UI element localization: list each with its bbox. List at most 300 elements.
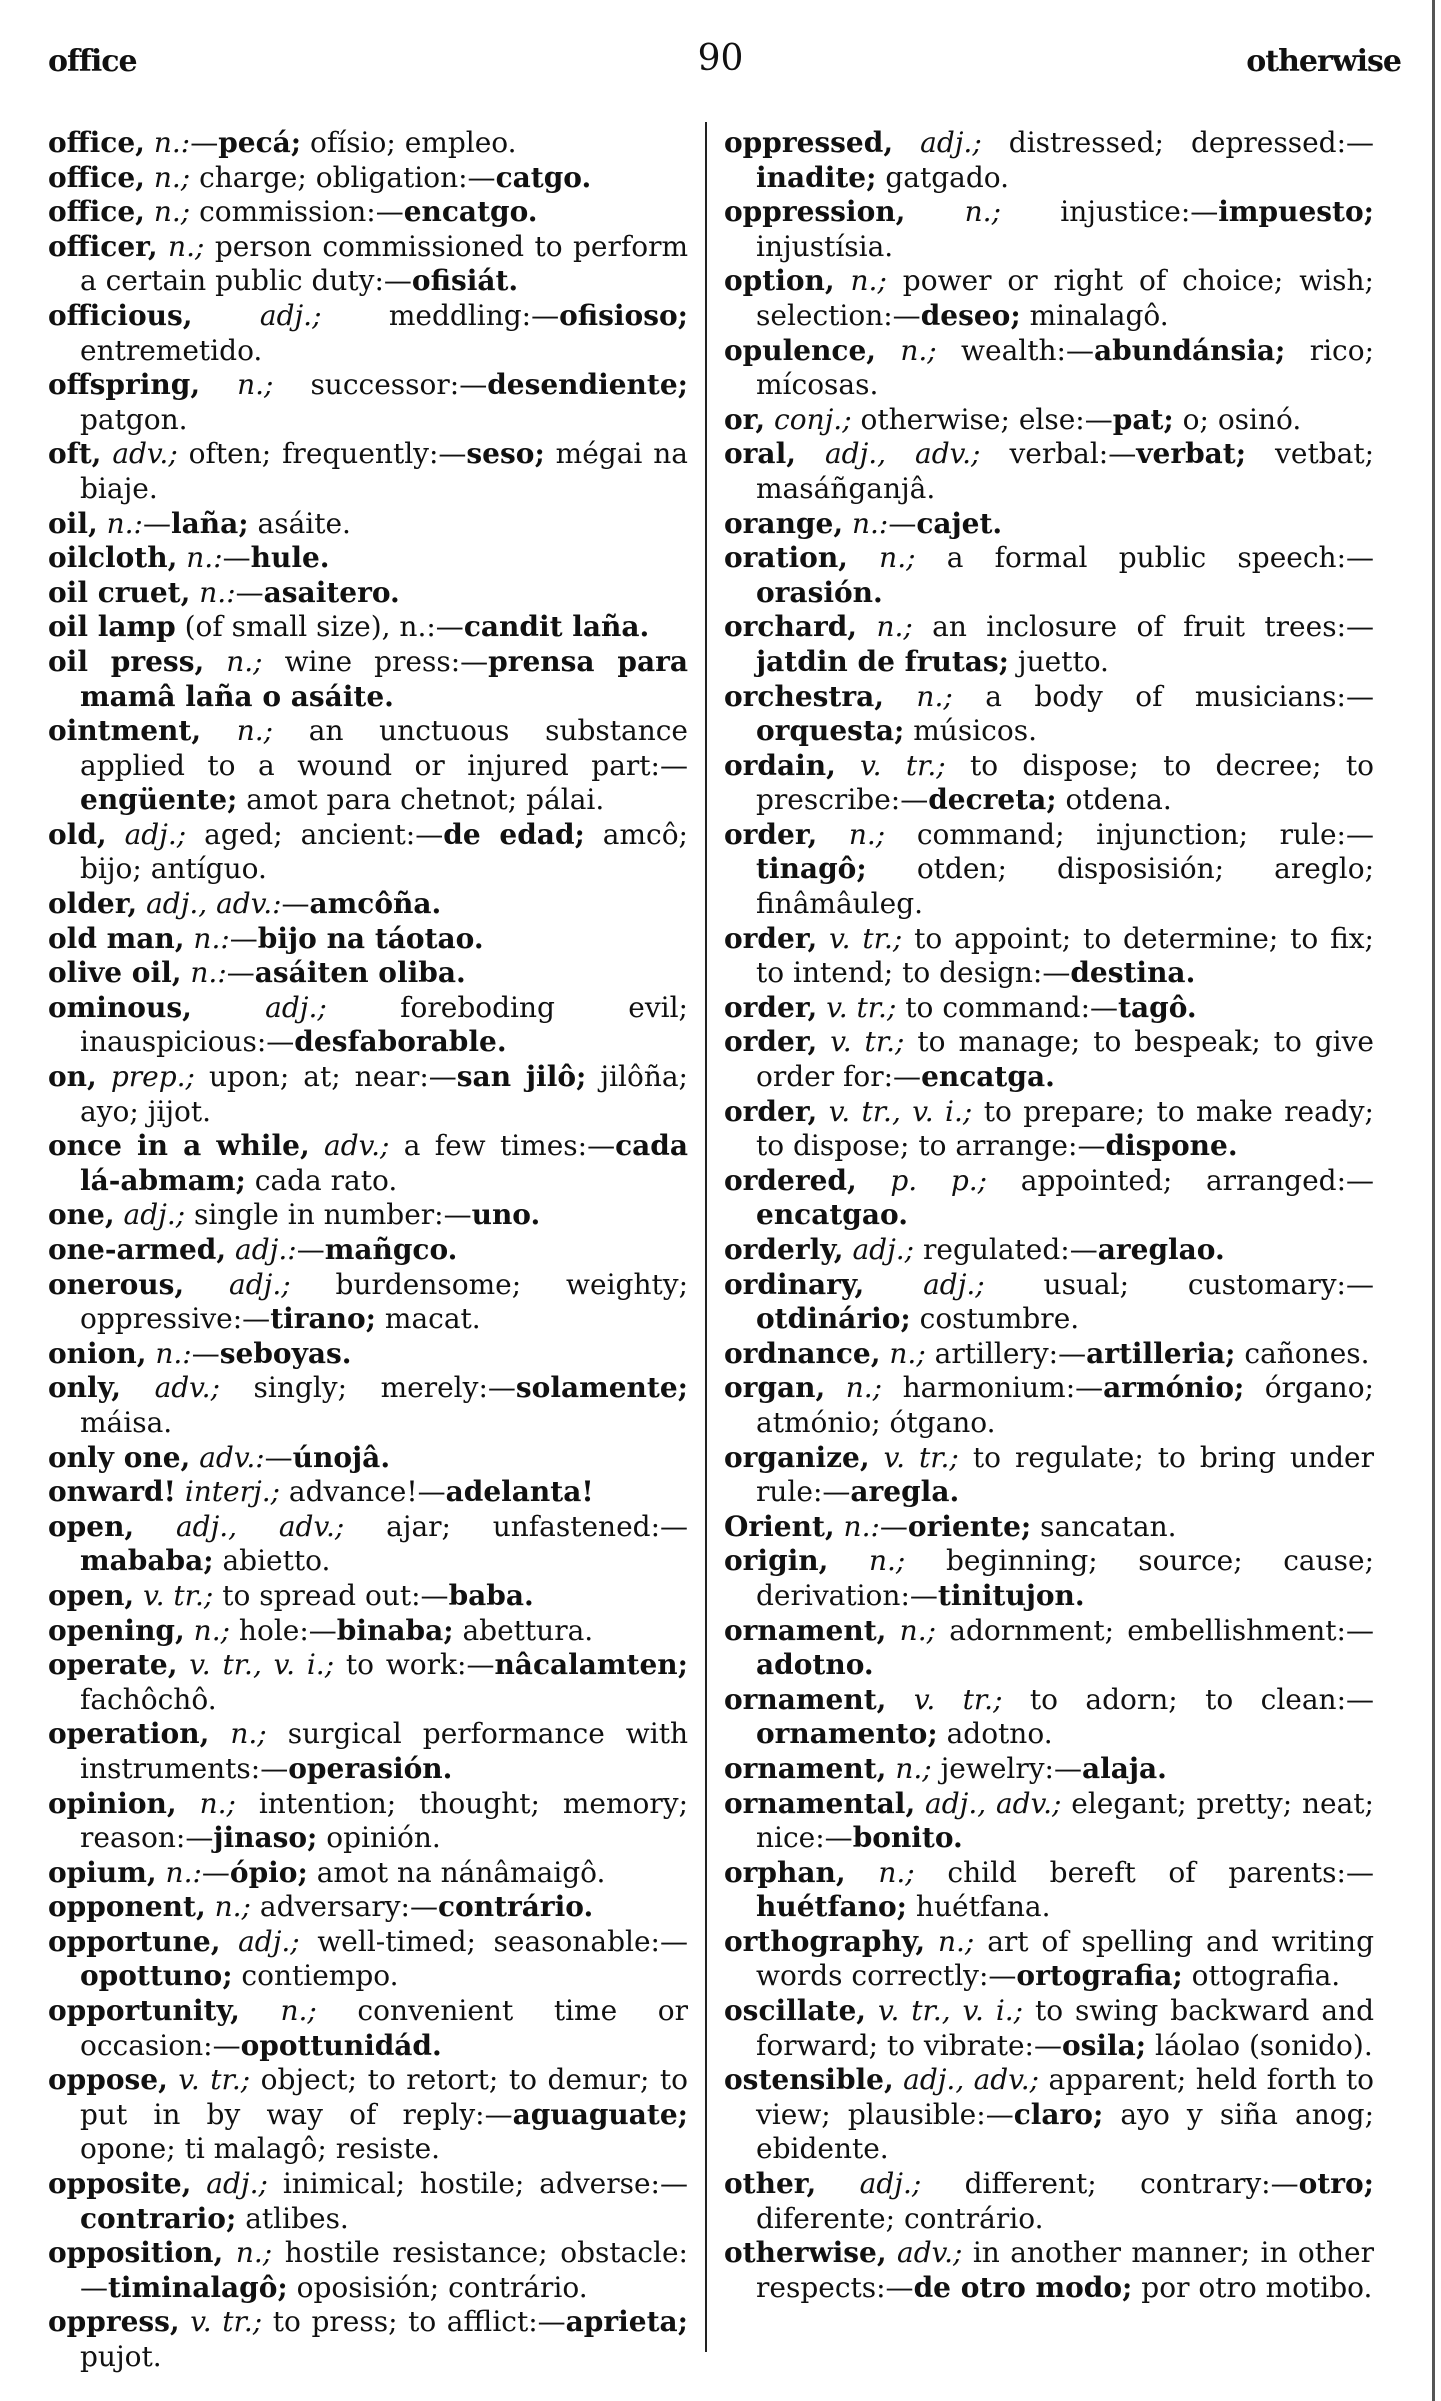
entry-definition: — [296,1233,325,1266]
entry-part-of-speech: n.; [868,1544,906,1578]
entry-chamorro-equivalent: adelanta! [445,1475,594,1509]
entry-part-of-speech: adv.: [199,1440,265,1474]
entry-definition: to press; to afflict:— [262,2305,566,2339]
entry-headword: ornament, [724,1682,887,1716]
entry-headword: olive oil, [48,956,182,990]
dictionary-entry [48,1129,688,1198]
entry-part-of-speech: n.; [237,368,274,402]
dictionary-entry [48,541,688,576]
entry-chamorro-equivalent: otro; [1298,2167,1374,2201]
dictionary-entry [48,299,688,368]
dictionary-entry [724,195,1374,264]
entry-part-of-speech: n.; [226,644,263,678]
entry-definition: beginning; source; cause; derivation:— [756,1544,1374,1612]
entry-additional-equivalents: mégai na biaje. [80,437,688,505]
entry-headword: on, [48,1060,97,1094]
entry-definition: appointed; arranged:— [987,1163,1375,1197]
entry-chamorro-equivalent: aprieta; [565,2305,688,2339]
entry-part-of-speech: adj.; [859,2167,922,2201]
entry-chamorro-equivalent: desendiente; [487,368,689,402]
entry-part-of-speech: v. tr.; [826,990,897,1024]
entry-headword: oil lamp [48,610,176,644]
entry-part-of-speech: n.; [845,1371,883,1405]
entry-part-of-speech: v. tr.; [883,1440,959,1474]
entry-additional-equivalents: adotno. [937,1717,1053,1751]
entry-chamorro-equivalent: amcôña. [309,887,442,921]
entry-headword: opposite, [48,2167,192,2201]
entry-chamorro-equivalent: contrario; [80,2201,237,2235]
dictionary-entry [724,1371,1374,1440]
entry-chamorro-equivalent: deseo; [920,298,1021,332]
header-guide-word-right: otherwise [1246,44,1401,79]
entry-headword: ordain, [724,748,836,782]
entry-headword: ordinary, [724,1267,865,1301]
entry-additional-equivalents: órgano; atmónio; ótgano. [756,1371,1374,1439]
dictionary-entry [724,680,1374,749]
entry-additional-equivalents: entremetido. [80,333,263,367]
entry-part-of-speech: adj., adv.: [146,887,282,921]
entry-part-of-speech: n.: [153,126,191,159]
entry-part-of-speech: adj.; [206,2167,268,2201]
dictionary-entry [724,1337,1374,1372]
entry-additional-equivalents: otden; disposisión; areglo; finâmâuleg. [756,852,1374,921]
entry-definition: — [888,506,917,540]
entry-definition: intention; thought; memory; reason:— [80,1786,689,1855]
entry-chamorro-equivalent: tinagô; [756,852,867,886]
entry-definition: well-timed; seasonable:— [299,1924,688,1958]
entry-definition: — [879,1509,908,1543]
entry-part-of-speech: v. tr.; [860,748,946,782]
entry-headword: opinion, [48,1786,177,1820]
entry-part-of-speech: adj., adv.; [175,1509,345,1543]
entry-chamorro-equivalent: seboyas. [219,1336,352,1370]
entry-headword: onion, [48,1336,147,1370]
dictionary-entry [48,887,688,922]
entry-chamorro-equivalent: cada lá-abmam; [80,1129,688,1197]
entry-headword: origin, [724,1544,829,1578]
entry-additional-equivalents: costumbre. [910,1302,1080,1336]
entry-part-of-speech: n.; [895,1751,932,1785]
entry-part-of-speech: n.; [899,1613,937,1647]
entry-chamorro-equivalent: binaba; [336,1613,454,1647]
entry-definition: child bereft of parents:— [914,1855,1374,1889]
entry-chamorro-equivalent: cajet. [916,506,1003,540]
entry-headword: office, [48,195,145,229]
entry-headword: operate, [48,1648,178,1682]
entry-part-of-speech: n.; [153,160,191,194]
entry-chamorro-equivalent: uno. [471,1198,541,1232]
dictionary-entry [724,1233,1374,1268]
dictionary-entry [48,1371,688,1440]
entry-definition: to adorn; to clean:— [1002,1682,1374,1716]
entry-part-of-speech: n.: [165,1855,202,1889]
entry-chamorro-equivalent: solamente; [515,1371,688,1405]
dictionary-entry [48,645,688,714]
entry-part-of-speech: adj.; [229,1267,291,1301]
entry-chamorro-equivalent: asáiten oliba. [254,956,466,990]
entry-chamorro-equivalent: inadite; [756,160,877,194]
entry-part-of-speech: adj.; [852,1233,915,1266]
entry-headword: oppressed, [724,126,894,159]
entry-additional-equivalents: patgon. [80,402,188,436]
entry-definition: — [142,506,171,540]
entry-part-of-speech: n.: [155,1336,192,1370]
entry-definition: — [190,126,219,159]
entry-chamorro-equivalent: bonito. [852,1821,963,1855]
entry-chamorro-equivalent: engüente; [80,783,238,817]
entry-headword: oppose, [48,2063,168,2097]
dictionary-entry [48,195,688,230]
dictionary-entry [48,1510,688,1579]
entry-chamorro-equivalent: tinitujon. [937,1578,1085,1612]
entry-headword: opening, [48,1613,185,1647]
entry-definition: foreboding evil; inauspicious:— [80,990,688,1059]
entry-part-of-speech: v. tr., v. i.; [877,1994,1024,2028]
entry-headword: oft, [48,437,102,471]
entry-additional-equivalents: jilôña; ayo; jijot. [80,1060,688,1128]
entry-definition: — [264,1440,293,1474]
entry-chamorro-equivalent: aregla. [850,1475,960,1509]
entry-chamorro-equivalent: operasión. [288,1751,453,1785]
entry-headword: ornamental, [724,1786,916,1820]
dictionary-entry [724,818,1374,922]
entry-chamorro-equivalent: encatgao. [756,1198,908,1232]
header-guide-word-left: office [48,44,137,79]
entry-chamorro-equivalent: laña; [170,506,249,540]
entry-definition: person commissioned to perform a certain public duty:— [80,229,689,298]
entry-additional-equivalents: sancatan. [1031,1509,1177,1543]
entry-definition: singly; merely:— [220,1371,516,1405]
dictionary-entry [724,264,1374,333]
entry-chamorro-equivalent: ópio; [229,1855,308,1889]
entry-part-of-speech: n.: [190,956,227,990]
entry-additional-equivalents: rico; mícosas. [756,333,1375,402]
entry-definition: to regulate; to bring under rule:— [756,1440,1374,1509]
entry-definition: charge; obligation:— [190,160,496,194]
entry-additional-equivalents: ayo y siña anog; ebidente. [756,2097,1375,2166]
dictionary-entry [48,126,688,161]
entry-chamorro-equivalent: seso; [466,437,545,471]
dictionary-entry [48,1060,688,1129]
entry-additional-equivalents: atlibes. [236,2201,349,2235]
entry-chamorro-equivalent: armónio; [1103,1371,1245,1405]
entry-headword: ominous, [48,990,192,1024]
entry-definition: burdensome; weighty; oppressive:— [80,1267,689,1336]
dictionary-entry [48,610,688,645]
entry-chamorro-equivalent: prensa para mamâ laña o asáite. [80,644,688,713]
entry-headword: organ, [724,1371,826,1405]
entry-definition: convenient time or occasion:— [80,1994,688,2062]
entry-headword: oppress, [48,2305,180,2339]
entry-definition: different; contrary:— [921,2167,1299,2201]
entry-headword: office, [48,160,145,194]
entry-definition: hole:— [230,1613,337,1647]
entry-additional-equivalents: amcô; bijo; antíguo. [80,817,688,886]
entry-headword: orange, [724,506,844,540]
entry-part-of-speech: n.; [848,817,886,851]
entry-additional-equivalents: injustísia. [756,229,894,263]
dictionary-entry [48,161,688,196]
entry-headword: office, [48,126,145,159]
entry-definition: to command:— [896,990,1119,1024]
entry-chamorro-equivalent: candit laña. [463,610,650,644]
entry-additional-equivalents: por otro motibo. [1132,2270,1373,2304]
entry-headword: oil press, [48,644,205,678]
entry-definition: to dispose; to decree; to prescribe:— [756,748,1374,817]
entry-headword: or, [724,402,766,436]
entry-part-of-speech: adj.; [265,990,327,1024]
entry-chamorro-equivalent: bijo na táotao. [257,921,484,955]
entry-part-of-speech: n.; [153,195,191,229]
entry-part-of-speech: adj., adv.; [824,437,981,471]
entry-headword: opportune, [48,1924,221,1958]
entry-definition: a formal public speech:— [915,541,1374,575]
entry-additional-equivalents: oposisión; contrário. [287,2270,588,2304]
entry-additional-equivalents: o; osinó. [1173,402,1302,436]
entry-headword: ordered, [724,1163,857,1197]
dictionary-entry [724,437,1374,506]
entry-chamorro-equivalent: únojâ. [292,1440,391,1474]
entry-chamorro-equivalent: encatgo. [403,195,538,229]
entry-headword: ostensible, [724,2063,894,2097]
entry-headword: opposition, [48,2236,224,2270]
entry-headword: offspring, [48,368,201,402]
dictionary-entry [48,1856,688,1891]
entry-additional-equivalents: minalagô. [1020,298,1169,332]
entry-definition: verbal:— [980,437,1137,471]
entry-definition: an unctuous substance applied to a wound or injured part:— [80,714,688,782]
entry-definition: a few times:— [389,1129,616,1163]
entry-part-of-speech: adj.; [123,1198,186,1232]
entry-headword: oilcloth, [48,541,178,575]
entry-definition: — [191,1336,220,1370]
dictionary-entry [724,541,1374,610]
entry-chamorro-equivalent: asaitero. [263,575,400,609]
dictionary-entry [724,1164,1374,1233]
dictionary-entry [48,507,688,542]
dictionary-entry [48,2305,688,2374]
dictionary-entry [724,1925,1374,1994]
entry-part-of-speech: n.: [186,541,223,575]
entry-additional-equivalents: opone; ti malagô; resiste. [80,2132,441,2166]
dictionary-entry [724,610,1374,679]
entry-headword: operation, [48,1717,210,1751]
dictionary-entry [48,1890,688,1925]
entry-definition: — [235,575,264,609]
entry-part-of-speech: v. tr., v. i.; [189,1648,335,1682]
dictionary-entry [724,334,1374,403]
entry-definition: injustice:— [1001,195,1219,229]
dictionary-entry [48,1579,688,1614]
dictionary-entry [48,1198,688,1233]
dictionary-entry [724,1752,1374,1787]
entry-definition: hostile resistance; obstacle:— [80,2236,688,2304]
entry-part-of-speech: n.; [879,541,916,575]
entry-chamorro-equivalent: claro; [1013,2097,1104,2131]
dictionary-entry [48,2063,688,2167]
dictionary-entry [48,991,688,1060]
entry-part-of-speech: n.; [916,679,953,713]
entry-chamorro-equivalent: desfaborable. [294,1025,507,1059]
entry-headword: order, [724,990,818,1024]
entry-headword: older, [48,887,138,921]
entry-additional-equivalents: máisa. [80,1405,173,1439]
entry-additional-equivalents: asáite. [248,506,351,540]
entry-chamorro-equivalent: orquesta; [756,714,905,748]
entry-headword: opportunity, [48,1994,240,2028]
entry-chamorro-equivalent: decreta; [928,783,1057,817]
entry-additional-equivalents: abietto. [213,1544,331,1578]
dictionary-entry [724,507,1374,542]
entry-chamorro-equivalent: impuesto; [1218,195,1374,229]
entry-definition: apparent; held forth to view; plausible:— [756,2063,1374,2131]
entry-definition: to spread out:— [213,1578,449,1612]
dictionary-entry [48,576,688,611]
entry-definition: surgical performance with instruments:— [80,1717,689,1785]
entry-chamorro-equivalent: artilleria; [1086,1336,1236,1370]
entry-chamorro-equivalent: alaja. [1081,1751,1167,1785]
entry-part-of-speech: n.; [850,264,887,298]
entry-definition: advance!— [280,1475,446,1509]
entry-headword: order, [724,1025,818,1059]
entry-definition: regulated:— [914,1233,1098,1266]
dictionary-entry [48,818,688,887]
entry-definition: upon; at; near:— [194,1060,457,1094]
entry-headword: organize, [724,1440,870,1474]
entry-definition: adornment; embellishment:— [936,1613,1374,1647]
entry-additional-equivalents: láolao (sonido). [1146,2028,1373,2062]
entry-additional-equivalents: opinión. [317,1821,441,1855]
entry-definition: art of spelling and writing words correctly:— [756,1924,1374,1993]
entry-definition: harmonium:— [882,1371,1104,1405]
entry-part-of-speech: adv.; [897,2236,963,2270]
entry-part-of-speech: v. tr.; [829,921,903,955]
entry-part-of-speech: n.: [199,575,236,609]
entry-chamorro-equivalent: areglao. [1097,1233,1225,1266]
entry-definition: (of small size), n.:— [184,610,464,644]
dictionary-entry [724,1544,1374,1613]
dictionary-entry [724,1787,1374,1856]
entry-chamorro-equivalent: nâcalamten; [494,1648,688,1682]
entry-part-of-speech: n.: [843,1509,880,1543]
entry-chamorro-equivalent: opottunidád. [240,2028,442,2062]
dictionary-entry [724,1095,1374,1164]
entry-definition: often; frequently:— [177,437,467,471]
entry-part-of-speech: adj.; [923,1267,985,1301]
entry-chamorro-equivalent: adotno. [756,1648,874,1682]
dictionary-entry [48,1614,688,1649]
dictionary-entry [724,1268,1374,1337]
entry-part-of-speech: adj.; [124,817,187,851]
right-column [724,126,1374,2305]
entry-part-of-speech: n.; [230,1717,267,1751]
entry-part-of-speech: adj.; [920,126,982,159]
entry-definition: distressed; depressed:— [981,126,1374,159]
entry-headword: oppression, [724,195,906,229]
dictionary-entry [48,368,688,437]
entry-definition: — [201,1855,230,1889]
dictionary-entry [48,1475,688,1510]
entry-part-of-speech: n.; [938,1924,975,1958]
page-header [40,30,1401,90]
entry-chamorro-equivalent: jatdin de frutas; [756,644,1009,678]
entry-part-of-speech: n.; [889,1336,926,1370]
left-column [48,126,688,2375]
entry-headword: order, [724,921,818,955]
entry-definition: an inclosure of fruit trees:— [912,610,1375,644]
dictionary-entry [724,126,1374,195]
entry-headword: ornament, [724,1751,887,1785]
entry-headword: officer, [48,229,158,263]
entry-chamorro-equivalent: abundánsia; [1093,333,1286,367]
entry-headword: Orient, [724,1509,835,1543]
entry-headword: once in a while, [48,1129,310,1163]
entry-definition: wealth:— [936,333,1094,367]
entry-headword: opium, [48,1855,157,1889]
entry-part-of-speech: n.; [168,229,205,263]
entry-part-of-speech: n.; [214,1890,251,1924]
dictionary-entry [724,2063,1374,2167]
entry-chamorro-equivalent: ofisioso; [559,298,689,332]
entry-chamorro-equivalent: verbat; [1136,437,1247,471]
entry-part-of-speech: adj.; [259,298,322,332]
entry-headword: officious, [48,298,193,332]
dictionary-entry [48,1441,688,1476]
dictionary-entry [724,1510,1374,1545]
entry-headword: opulence, [724,333,877,367]
entry-headword: order, [724,817,818,851]
entry-headword: option, [724,264,835,298]
entry-definition: otherwise; else:— [851,402,1113,436]
entry-part-of-speech: n.; [199,1786,236,1820]
entry-additional-equivalents: amot na nánâmaigô. [307,1855,606,1889]
entry-additional-equivalents: pujot. [80,2340,162,2373]
entry-headword: orderly, [724,1233,844,1266]
entry-definition: commission:— [190,195,404,229]
entry-headword: one, [48,1198,115,1232]
dictionary-entry [48,922,688,957]
dictionary-entry [724,2236,1374,2305]
entry-chamorro-equivalent: baba. [448,1578,534,1612]
entry-additional-equivalents: cada rato. [245,1163,398,1197]
dictionary-entry [48,714,688,818]
entry-headword: oral, [724,437,796,471]
dictionary-entry [48,1925,688,1994]
entry-part-of-speech: adv.; [112,437,178,471]
entry-additional-equivalents: amot para chetnot; pálai. [237,783,605,817]
entry-additional-equivalents: huétfana. [907,1890,1051,1924]
dictionary-entry [48,956,688,991]
entry-headword: old, [48,817,107,851]
entry-definition: ajar; unfastened:— [344,1509,689,1543]
entry-chamorro-equivalent: san jilô; [456,1060,587,1094]
dictionary-entry [724,1614,1374,1683]
entry-part-of-speech: n.: [106,506,143,540]
entry-chamorro-equivalent: aguaguate; [512,2097,688,2131]
entry-part-of-speech: prep.; [110,1060,195,1094]
entry-part-of-speech: interj.; [184,1475,281,1509]
entry-additional-equivalents: músicos. [904,714,1037,748]
entry-additional-equivalents: vetbat; masáñganjâ. [756,437,1374,505]
entry-additional-equivalents: fachôchô. [80,1682,217,1716]
entry-definition: single in number:— [185,1198,472,1232]
entry-headword: otherwise, [724,2236,887,2270]
entry-headword: one-armed, [48,1233,227,1266]
dictionary-entry [48,1268,688,1337]
entry-additional-equivalents: diferente; contrário. [756,2201,1044,2235]
entry-definition: object; to retort; to demur; to put in by way of reply:— [80,2063,688,2131]
entry-definition: to prepare; to make ready; to dispose; to arrange:— [756,1094,1374,1163]
